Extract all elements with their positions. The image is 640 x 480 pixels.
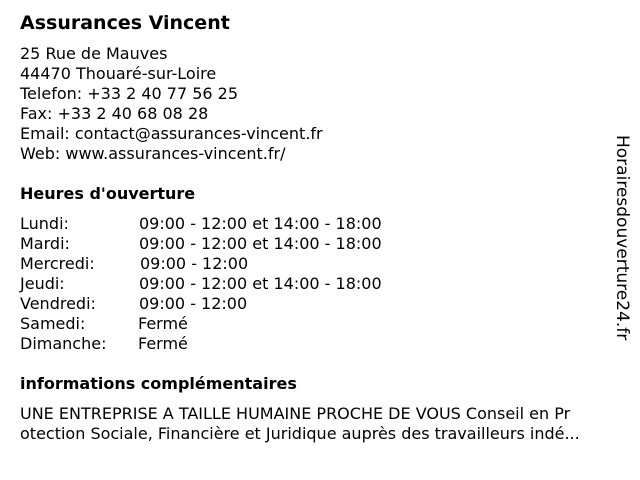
- opening-hours-table: [20, 214, 440, 354]
- hours-row-sunday: [20, 334, 440, 354]
- description-line: UNE ENTREPRISE A TAILLE HUMAINE PROCHE DE VOUS Conseil en Pr: [20, 404, 571, 423]
- watermark-text: Horairesdouverture24.fr: [612, 135, 632, 341]
- hours-value: 09:00 - 12:00 et 14:00 - 18:00: [139, 214, 382, 233]
- contact-block: [20, 44, 323, 164]
- hours-value: Fermé: [138, 314, 188, 333]
- hours-value: 09:00 - 12:00: [140, 254, 249, 273]
- day-label: Mardi:: [20, 234, 70, 253]
- address-city: 44470 Thouaré-sur-Loire: [20, 64, 217, 83]
- day-label: Jeudi:: [20, 274, 65, 293]
- hours-row-tuesday: [20, 234, 440, 254]
- website-url: Web: www.assurances-vincent.fr/: [20, 144, 286, 163]
- hours-row-saturday: [20, 314, 440, 334]
- additional-info-text: [20, 404, 632, 444]
- hours-value: Fermé: [138, 334, 188, 353]
- day-label: Lundi:: [20, 214, 69, 233]
- fax-number: Fax: +33 2 40 68 08 28: [20, 104, 209, 123]
- hours-row-monday: [20, 214, 440, 234]
- hours-value: 09:00 - 12:00: [139, 294, 248, 313]
- address-street: 25 Rue de Mauves: [20, 44, 168, 63]
- day-label: Mercredi:: [20, 254, 95, 273]
- hours-row-thursday: [20, 274, 440, 294]
- day-label: Samedi:: [20, 314, 86, 333]
- email-address: Email: contact@assurances-vincent.fr: [20, 124, 323, 143]
- hours-row-friday: [20, 294, 440, 314]
- day-label: Dimanche:: [20, 334, 107, 353]
- description-line: otection Sociale, Financière et Juridique auprès des travailleurs indé...: [20, 424, 580, 443]
- hours-value: 09:00 - 12:00 et 14:00 - 18:00: [139, 274, 382, 293]
- phone-number: Telefon: +33 2 40 77 56 25: [20, 84, 239, 103]
- hours-value: 09:00 - 12:00 et 14:00 - 18:00: [139, 234, 382, 253]
- day-label: Vendredi:: [20, 294, 96, 313]
- business-name: Assurances Vincent: [20, 12, 230, 34]
- additional-info-heading: informations complémentaires: [20, 374, 297, 393]
- hours-row-wednesday: [20, 254, 440, 274]
- opening-hours-heading: Heures d'ouverture: [20, 184, 196, 203]
